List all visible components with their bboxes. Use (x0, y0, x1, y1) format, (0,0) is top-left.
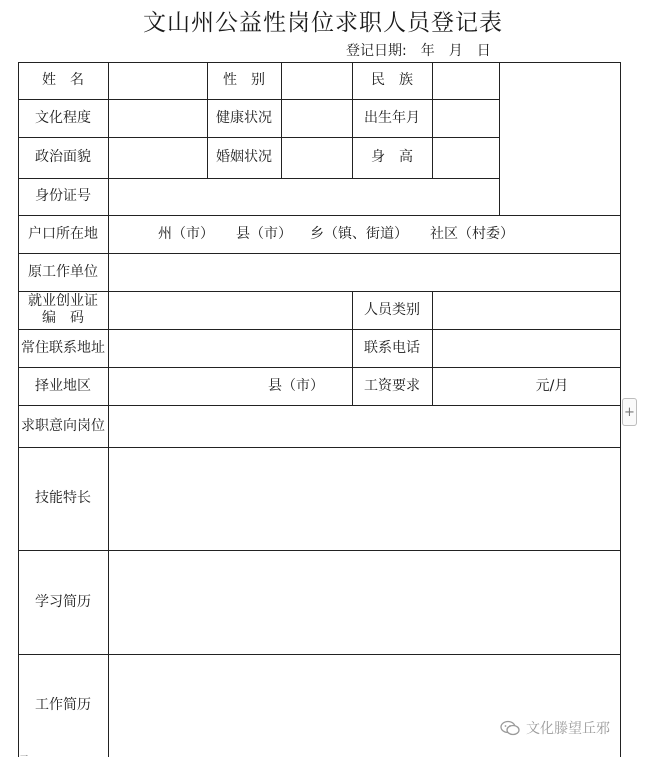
household-county: 县（市） (236, 225, 292, 242)
prev-employer-field[interactable] (109, 253, 620, 291)
education-field[interactable] (109, 99, 207, 137)
name-field[interactable] (109, 62, 207, 99)
wechat-icon (500, 720, 520, 736)
employment-cert-label-line1: 就业创业证 (28, 293, 98, 309)
work-history-label: 工作简历 (35, 697, 91, 713)
date-month: 月 (448, 43, 463, 59)
id-number-label: 身份证号 (35, 188, 91, 204)
employment-cert-label-line2: 编 码 (42, 310, 84, 326)
expand-plus-icon[interactable]: + (622, 398, 637, 426)
bottom-mark: 一 (20, 752, 28, 761)
household-community: 社区（村委） (430, 225, 514, 242)
preferred-area-label: 择业地区 (35, 377, 91, 394)
address-label: 常住联系地址 (21, 339, 105, 356)
household-prefecture: 州（市） (158, 225, 214, 242)
height-field[interactable] (433, 137, 499, 178)
skills-label: 技能特长 (35, 490, 91, 506)
table-border-right (620, 62, 621, 757)
watermark-text: 文化滕望丘邪 (526, 721, 610, 737)
health-label: 健康状况 (216, 109, 272, 126)
registration-date (346, 40, 491, 60)
gender-field[interactable] (282, 62, 352, 99)
photo-area[interactable] (500, 62, 620, 215)
name-label: 姓 名 (42, 72, 84, 88)
person-type-field[interactable] (433, 291, 620, 329)
ethnicity-field[interactable] (433, 62, 499, 99)
marital-label: 婚姻状况 (216, 149, 272, 165)
salary-suffix: 元/月 (535, 377, 569, 394)
education-history-label: 学习简历 (35, 593, 91, 610)
desired-post-field[interactable] (109, 405, 620, 447)
political-label: 政治面貌 (35, 149, 91, 165)
phone-label: 联系电话 (364, 339, 420, 356)
political-field[interactable] (109, 137, 207, 178)
prev-employer-label: 原工作单位 (28, 263, 98, 280)
id-number-field[interactable] (109, 178, 499, 215)
address-field[interactable] (109, 329, 352, 367)
birth-field[interactable] (433, 99, 499, 137)
household-label: 户口所在地 (28, 225, 98, 242)
household-township: 乡（镇、街道） (310, 225, 408, 242)
gender-label: 性 别 (223, 72, 265, 88)
salary-label: 工资要求 (364, 377, 420, 394)
height-label: 身 高 (371, 149, 413, 165)
health-field[interactable] (282, 99, 352, 137)
employment-cert-field[interactable] (109, 291, 352, 329)
skills-field[interactable] (109, 447, 620, 550)
education-history-field[interactable] (109, 550, 620, 654)
preferred-area-suffix: 县（市） (268, 377, 324, 394)
form-title: 文山州公益性岗位求职人员登记表 (143, 10, 503, 36)
work-history-field[interactable] (109, 654, 620, 757)
education-label: 文化程度 (35, 109, 91, 126)
desired-post-label: 求职意向岗位 (21, 417, 105, 434)
person-type-label: 人员类别 (364, 301, 420, 318)
date-year: 年 (420, 43, 435, 59)
watermark (500, 718, 610, 738)
date-day: 日 (476, 43, 491, 59)
date-label: 登记日期: (346, 43, 407, 59)
employment-cert-label (18, 291, 108, 329)
birth-label: 出生年月 (364, 109, 420, 126)
phone-field[interactable] (433, 329, 620, 367)
ethnicity-label: 民 族 (371, 72, 413, 88)
marital-field[interactable] (282, 137, 352, 178)
